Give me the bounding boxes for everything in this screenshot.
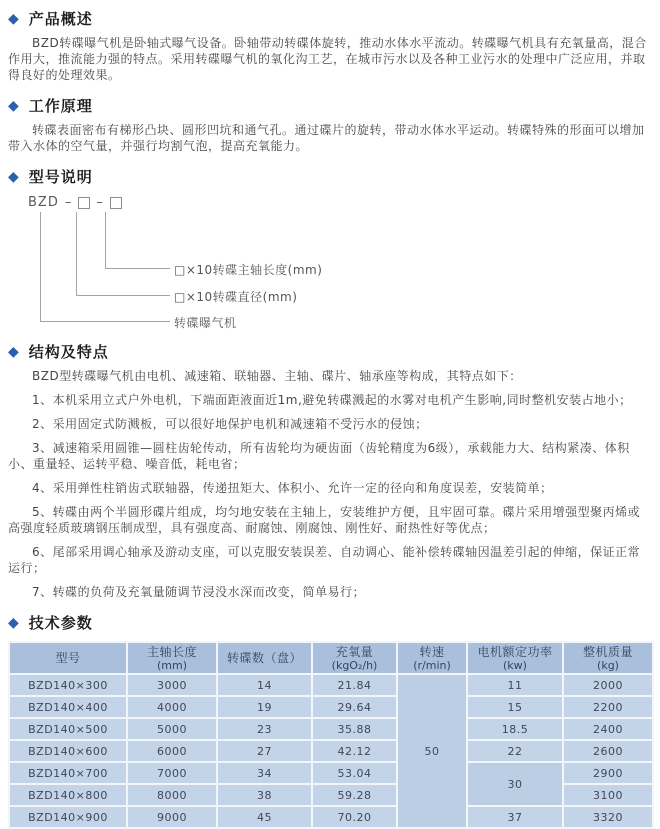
section-title-features: 结构及特点 — [28, 343, 109, 361]
cell-disc-count: 23 — [217, 718, 312, 740]
cell-oxygen: 21.84 — [312, 674, 397, 696]
cell-disc-count: 27 — [217, 740, 312, 762]
overview-paragraph: BZD转碟曝气机是卧轴式曝气设备。卧轴带动转碟体旋转，推动水体水平流动。转碟曝气机具有充氧量高，混合作用大，推流能力强的特点。采用转碟曝气机的氧化沟工艺，在城市污水以及各种工业污水的处理中广泛应用，并取得良好的处理效果。 — [8, 36, 647, 82]
cell-oxygen: 59.28 — [312, 784, 397, 806]
cell-model: BZD140×900 — [9, 806, 127, 828]
diamond-bullet-icon: ◆ — [8, 10, 20, 27]
cell-power: 15 — [467, 696, 563, 718]
feature-item-5: 5、转碟由两个半圆形碟片组成，均匀地安装在主轴上，安装维护方便，且牢固可靠。碟片采用增强型聚丙烯或高强度轻质玻璃钢压制成型，具有强度高、耐腐蚀、刚腐蚀、刚性好、耐热性好等优点； — [8, 505, 641, 535]
cell-disc-count: 45 — [217, 806, 312, 828]
cell-oxygen: 29.64 — [312, 696, 397, 718]
cell-model: BZD140×500 — [9, 718, 127, 740]
col-header-disc-count: 转碟数（盘） — [217, 642, 312, 674]
model-code-dash: – — [64, 195, 73, 210]
table-row — [9, 696, 653, 718]
cell-shaft-length: 5000 — [127, 718, 217, 740]
cell-disc-count: 19 — [217, 696, 312, 718]
cell-mass: 2400 — [563, 718, 653, 740]
cell-model: BZD140×800 — [9, 784, 127, 806]
feature-item-1: 1、本机采用立式户外电机，下端面距液面近1m,避免转碟溅起的水雾对电机产生影响,同时整机安装占地小； — [32, 393, 632, 407]
cell-shaft-length: 9000 — [127, 806, 217, 828]
cell-shaft-length: 6000 — [127, 740, 217, 762]
section-header-specs — [8, 612, 652, 633]
col-header-mass: 整机质量 (kg) — [563, 642, 653, 674]
cell-mass: 3100 — [563, 784, 653, 806]
cell-power: 37 — [467, 806, 563, 828]
cell-oxygen: 42.12 — [312, 740, 397, 762]
section-title-model: 型号说明 — [28, 168, 93, 186]
model-label-shaft-length: □×10转碟主轴长度(mm) — [174, 263, 323, 277]
col-header-model: 型号 — [9, 642, 127, 674]
section-title-specs: 技术参数 — [28, 614, 93, 632]
cell-power: 11 — [467, 674, 563, 696]
section-header-model — [8, 166, 652, 187]
model-code-diagram — [8, 191, 652, 339]
cell-power: 18.5 — [467, 718, 563, 740]
diamond-bullet-icon: ◆ — [8, 343, 20, 360]
table-row — [9, 674, 653, 696]
cell-speed-merged: 50 — [397, 674, 467, 828]
model-code-prefix: BZD — [28, 195, 59, 210]
feature-item-7: 7、转碟的负荷及充氧量随调节浸没水深而改变，简单易行； — [32, 585, 366, 599]
table-row — [9, 806, 653, 828]
cell-disc-count: 34 — [217, 762, 312, 784]
cell-mass: 2900 — [563, 762, 653, 784]
feature-item-6: 6、尾部采用调心轴承及游动支座，可以克服安装误差、自动调心、能补偿转碟轴因温差引起的伸缩，保证正常运行； — [8, 545, 641, 575]
cell-model: BZD140×300 — [9, 674, 127, 696]
cell-model: BZD140×400 — [9, 696, 127, 718]
col-header-shaft-length: 主轴长度 (mm) — [127, 642, 217, 674]
diamond-bullet-icon: ◆ — [8, 97, 20, 114]
col-header-oxygen: 充氧量 (kgO₂/h) — [312, 642, 397, 674]
col-header-speed: 转速 (r/min) — [397, 642, 467, 674]
section-header-overview — [8, 8, 652, 29]
cell-disc-count: 38 — [217, 784, 312, 806]
cell-shaft-length: 7000 — [127, 762, 217, 784]
cell-disc-count: 14 — [217, 674, 312, 696]
feature-item-2: 2、采用固定式防溅板，可以很好地保护电机和减速箱不受污水的侵蚀； — [32, 417, 428, 431]
diamond-bullet-icon: ◆ — [8, 168, 20, 185]
cell-mass: 3320 — [563, 806, 653, 828]
section-header-features — [8, 341, 652, 362]
model-label-aerator-name: 转碟曝气机 — [174, 316, 237, 330]
cell-shaft-length: 3000 — [127, 674, 217, 696]
cell-power: 22 — [467, 740, 563, 762]
feature-item-3: 3、减速箱采用圆锥—圆柱齿轮传动，所有齿轮均为硬齿面（齿轮精度为6级），承载能力大、结构紧凑、体积小、重量轻、运转平稳、噪音低，耗电省； — [8, 441, 630, 471]
cell-oxygen: 35.88 — [312, 718, 397, 740]
specs-table — [8, 641, 654, 829]
section-header-principle — [8, 95, 652, 116]
table-row — [9, 718, 653, 740]
cell-oxygen: 53.04 — [312, 762, 397, 784]
model-code-row — [28, 195, 122, 210]
model-blank-box-2 — [110, 197, 122, 209]
col-header-motor-power: 电机额定功率 (kw) — [467, 642, 563, 674]
features-intro: BZD型转碟曝气机由电机、减速箱、联轴器、主轴、碟片、轴承座等构成，其特点如下： — [32, 369, 522, 383]
cell-mass: 2200 — [563, 696, 653, 718]
diamond-bullet-icon: ◆ — [8, 614, 20, 631]
cell-shaft-length: 4000 — [127, 696, 217, 718]
model-code-dash: – — [96, 195, 104, 210]
cell-power-merged: 30 — [467, 762, 563, 806]
cell-mass: 2000 — [563, 674, 653, 696]
cell-model: BZD140×600 — [9, 740, 127, 762]
principle-paragraph: 转碟表面密布有梯形凸块、圆形凹坑和通气孔。通过碟片的旋转，带动水体水平运动。转碟特殊的形面可以增加带入水体的空气量，并强行均割气泡，提高充氧能力。 — [8, 123, 645, 153]
model-blank-box-1 — [78, 197, 90, 209]
table-row — [9, 762, 653, 784]
cell-oxygen: 70.20 — [312, 806, 397, 828]
feature-item-4: 4、采用弹性柱销齿式联轴器，传递扭矩大、体积小、允许一定的径向和角度误差，安装简单； — [32, 481, 553, 495]
section-title-overview: 产品概述 — [28, 10, 93, 28]
section-title-principle: 工作原理 — [28, 97, 93, 115]
table-header-row — [9, 642, 653, 674]
cell-mass: 2600 — [563, 740, 653, 762]
table-row — [9, 740, 653, 762]
connector-line-box2 — [105, 212, 170, 269]
cell-model: BZD140×700 — [9, 762, 127, 784]
model-label-disc-diameter: □×10转碟直径(mm) — [174, 290, 298, 304]
cell-shaft-length: 8000 — [127, 784, 217, 806]
